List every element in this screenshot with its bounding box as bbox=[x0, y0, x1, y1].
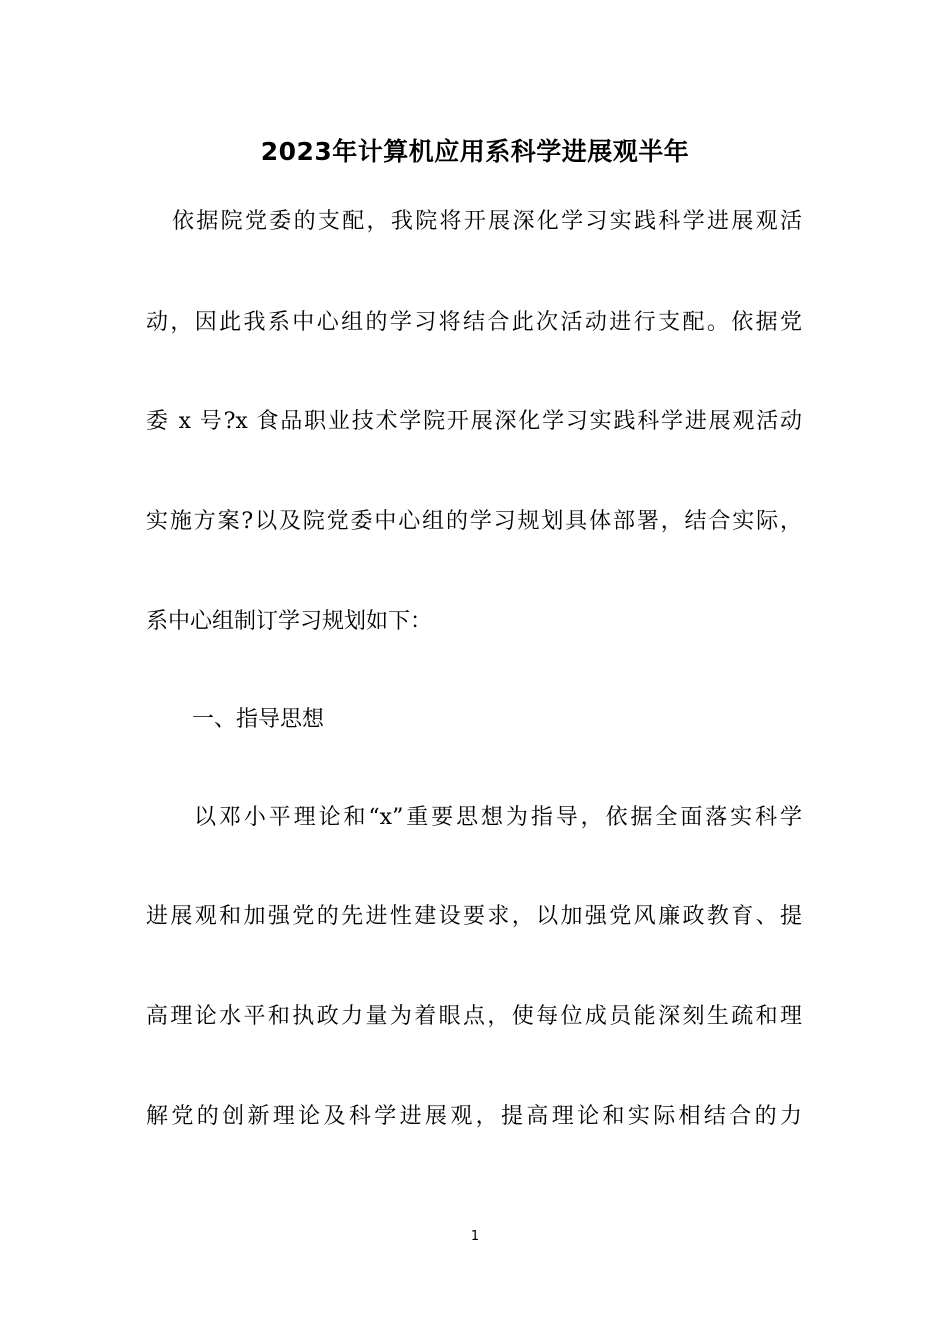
paragraph-line: 高理论水平和执政力量为着眼点，使每位成员能深刻生疏和理 bbox=[146, 1004, 802, 1029]
paragraph-line: 实施方案?以及院党委中心组的学习规划具体部署，结合实际， bbox=[146, 509, 802, 534]
paragraph-line: 解党的创新理论及科学进展观，提高理论和实际相结合的力 bbox=[146, 1104, 802, 1129]
page-number: 1 bbox=[470, 1229, 480, 1244]
paragraph-line: 动，因此我系中心组的学习将结合此次活动进行支配。依据党 bbox=[146, 310, 802, 335]
paragraph-line: 系中心组制订学习规划如下： bbox=[146, 609, 433, 634]
paragraph-line: 以邓小平理论和“x”重要思想为指导，依据全面落实科学 bbox=[194, 805, 802, 830]
document-title: 2023年计算机应用系科学进展观半年 bbox=[260, 137, 690, 166]
paragraph-line: 依据院党委的支配，我院将开展深化学习实践科学进展观活 bbox=[172, 209, 802, 234]
paragraph-line: 委 x 号?x 食品职业技术学院开展深化学习实践科学进展观活动 bbox=[146, 409, 802, 434]
section-heading: 一、指导思想 bbox=[192, 707, 325, 732]
paragraph-line: 进展观和加强党的先进性建设要求，以加强党风廉政教育、提 bbox=[146, 904, 802, 929]
